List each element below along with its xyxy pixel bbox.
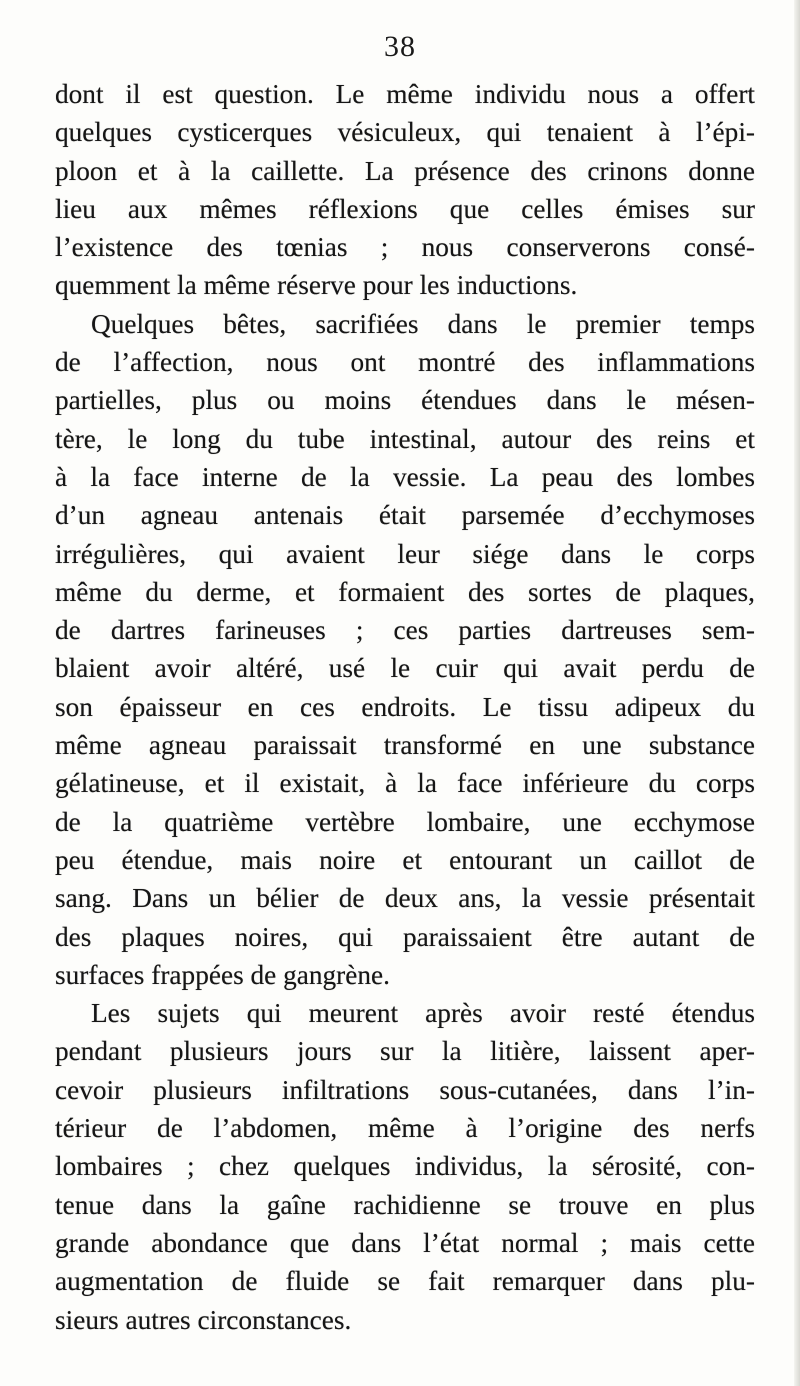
text-line: surfaces frappées de gangrène.	[55, 959, 390, 990]
text-line: même du derme, et formaient des sortes de plaques,	[55, 576, 755, 607]
paragraph-first-line: Les sujets qui meurent après avoir resté étendus	[91, 998, 755, 1029]
text-line: sieurs autres circonstances.	[55, 1304, 352, 1335]
text-line: grande abondance que dans l’état normal ; mais cette	[55, 1227, 755, 1258]
text-line: sang. Dans un bélier de deux ans, la vessie présentait	[55, 883, 755, 914]
text-line: augmentation de fluide se fait remarquer dans plu-	[55, 1266, 755, 1297]
text-line: dont il est question. Le même individu nous a offert	[55, 79, 755, 109]
text-line: même agneau paraissait transformé en une substance	[55, 730, 755, 761]
text-line: cevoir plusieurs infiltrations sous-cutanées, dans l’in-	[55, 1074, 755, 1105]
page-edge	[794, 0, 800, 1386]
text-line: de la quatrième vertèbre lombaire, une ecchymose	[55, 806, 755, 837]
text-line: lieu aux mêmes réflexions que celles émises sur	[55, 193, 755, 224]
text-line: des plaques noires, qui paraissaient être autant de	[55, 921, 755, 952]
text-line: ploon et à la caillette. La présence des crinons donne	[55, 155, 755, 186]
text-line: lombaires ; chez quelques individus, la sérosité, con-	[55, 1151, 755, 1182]
text-line: tère, le long du tube intestinal, autour des reins et	[55, 423, 755, 454]
text-line: partielles, plus ou moins étendues dans le mésen-	[55, 385, 755, 416]
text-line: l’existence des tœnias ; nous conserverons consé-	[55, 232, 755, 263]
paragraph-first-line: Quelques bêtes, sacrifiées dans le premier temps	[91, 308, 755, 339]
text-line: quelques cysticerques vésiculeux, qui tenaient à l’épi-	[55, 117, 755, 148]
text-line: tenue dans la gaîne rachidienne se trouve en plus	[55, 1189, 755, 1220]
text-line: térieur de l’abdomen, même à l’origine des nerfs	[55, 1113, 755, 1144]
text-line: à la face interne de la vessie. La peau des lombes	[55, 461, 755, 492]
text-line: de l’affection, nous ont montré des inflammations	[55, 347, 755, 378]
text-line: son épaisseur en ces endroits. Le tissu adipeux du	[55, 691, 755, 722]
text-line: d’un agneau antenais était parsemée d’ecchymoses	[55, 500, 755, 531]
text-line: de dartres farineuses ; ces parties dartreuses sem-	[55, 615, 755, 646]
text-line: peu étendue, mais noire et entourant un caillot de	[55, 844, 755, 875]
text-line: gélatineuse, et il existait, à la face inférieure du corps	[55, 768, 755, 799]
page-number: 38	[384, 30, 416, 63]
text-line: blaient avoir altéré, usé le cuir qui avait perdu de	[55, 653, 755, 684]
text-line: quemment la même réserve pour les inductions.	[55, 270, 578, 301]
text-line: pendant plusieurs jours sur la litière, laissent aper-	[55, 1036, 755, 1067]
text-line: irrégulières, qui avaient leur siége dans le corps	[55, 538, 755, 569]
page-text	[55, 75, 755, 1339]
